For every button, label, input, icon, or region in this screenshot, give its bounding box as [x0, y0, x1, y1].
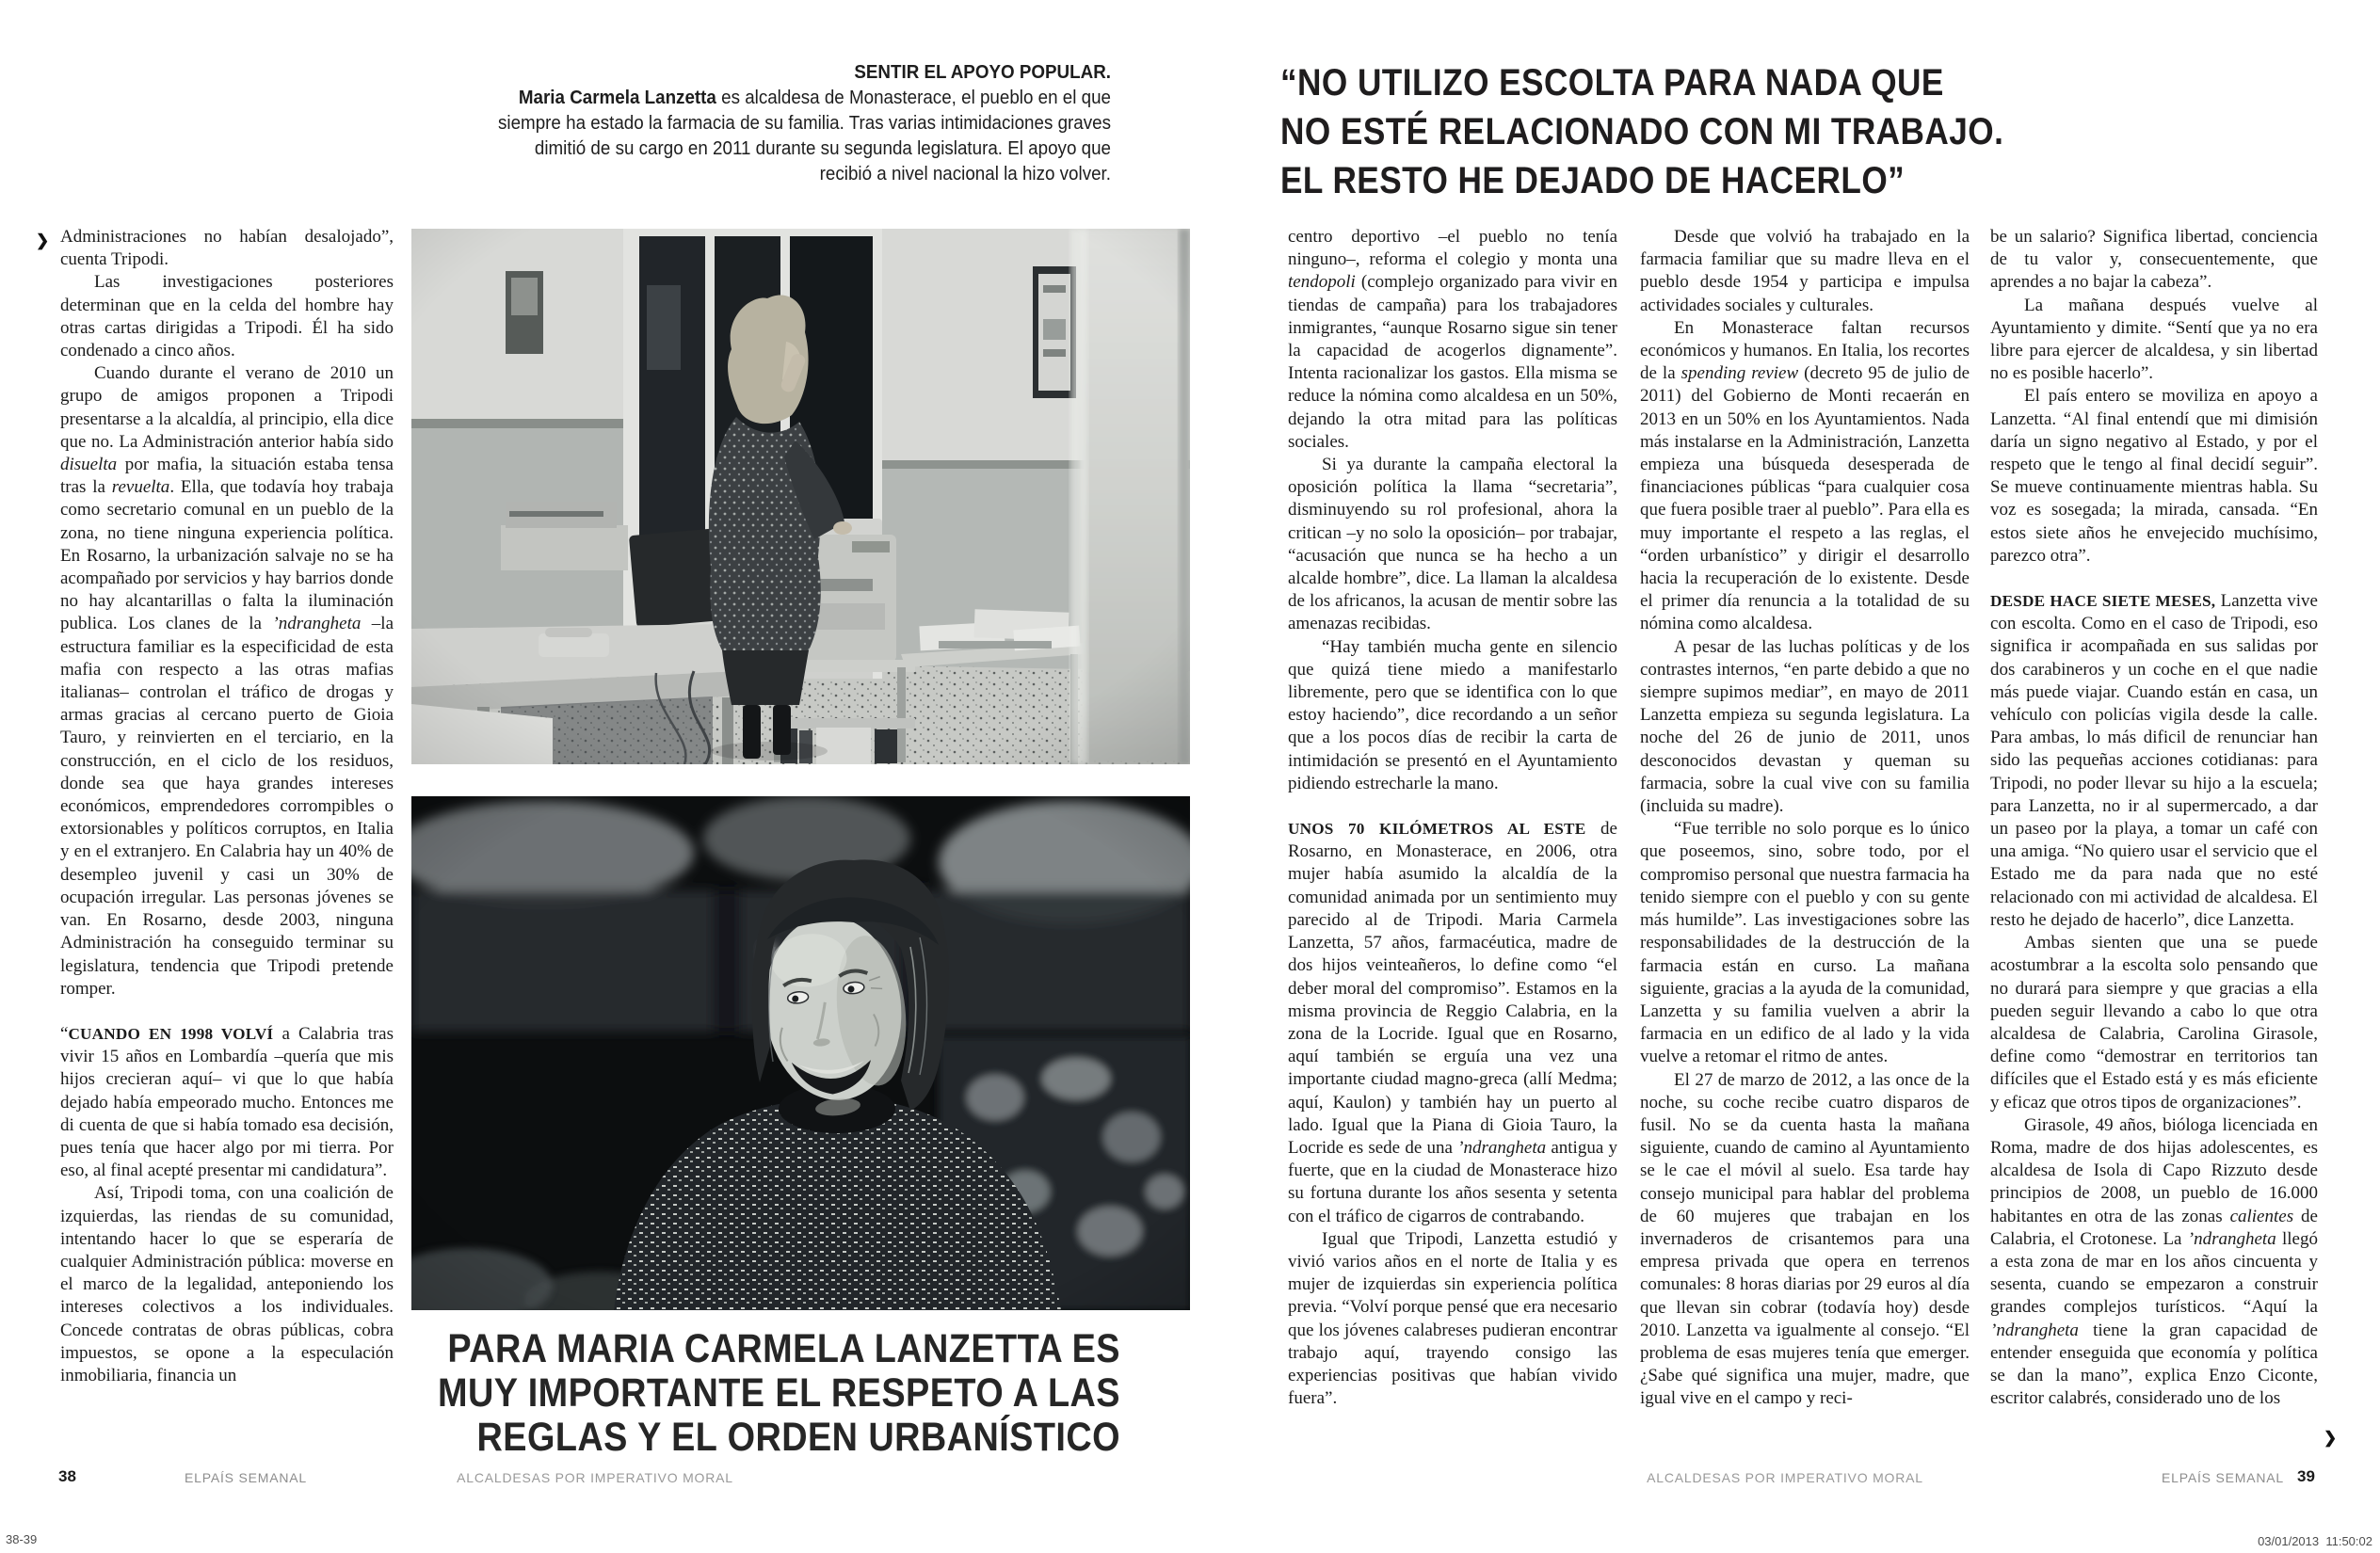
- article-column-left-page: [60, 226, 394, 1478]
- photo-caption-text: [491, 86, 1111, 187]
- body-paragraph: [1288, 1228, 1617, 1411]
- body-paragraph: [1288, 226, 1617, 454]
- headline-line: NO ESTÉ RELACIONADO CON MI TRABAJO.: [1280, 111, 2004, 152]
- body-paragraph: [1990, 226, 2318, 295]
- text-run: Las investigaciones posteriores determinan que en la celda del hombre hay otras cartas dirigidas a Tripodi. Él ha sido condenado a cinco años.: [60, 272, 394, 361]
- text-run: llegó a esta zona de mar en los años cincuenta y sesenta, cuando se empezaron a construir grandes complejos turísticos. “Aquí la: [1990, 1228, 2318, 1318]
- article-title-footer-right: ALCALDESAS POR IMPERATIVO MORAL: [1647, 1470, 1923, 1485]
- body-paragraph: [1640, 317, 1970, 636]
- text-run: (complejo organizado para vivir en tiendas de campaña) para los trabajadores inmigrantes, “aunque Rosarno sigue sin tener la capacidad de acogerlos dignamente”. Intenta racionalizar los gastos. Ella misma se reduce la nómina como alcaldesa en un 50%, dejando la otra mitad para las políticas sociales.: [1288, 272, 1617, 452]
- body-paragraph: [1990, 932, 2318, 1114]
- article-column-right-1: [1288, 226, 1617, 1478]
- text-run: “Fue terrible no solo porque es lo único que poseemos, sino, sobre todo, por el compromiso personal que nuestra farmacia ha tenido siempre con el pueblo y con su gente más humilde”. Las investigaciones sobre las responsabilidades de la destrucción de la farmacia están en curso. La mañana siguiente, gracias a la ayuda de la comunidad, Lanzetta y su familia vuelven a abrir la farmacia en un edifico de al lado y la vida vuelve a retomar el ritmo de antes.: [1640, 819, 1970, 1067]
- text-run: tiene la gran capacidad de entender enseguida que economía y política se dan la mano”, explica Enzo Ciconte, escritor calabrés, considerado uno de los: [1990, 1320, 2318, 1409]
- body-paragraph: [1288, 636, 1617, 795]
- text-run: “Hay también mucha gente en silencio que quizá tiene miedo a manifestarlo libremente, pero que se identifica con lo que estoy haciendo”, dice recordando a un señor que a los pocos días de recibir la carta de intimidación se presentó en el Ayuntamiento pidiendo estrecharle la mano.: [1288, 636, 1617, 793]
- page-number-left: 38: [58, 1467, 76, 1485]
- text-run: por mafia, la situación estaba tensa tras la: [60, 455, 394, 498]
- body-paragraph: [1640, 818, 1970, 1068]
- body-paragraph: [60, 226, 394, 271]
- article-column-right-3: [1990, 226, 2318, 1478]
- text-run: Así, Tripodi toma, con una coalición de izquierdas, las riendas de su comunidad, intentando hacer lo que se esperaría de cualquier Administración pública: moverse en el marco de la legalidad, anteponiendo los intereses colectivos a los individuales. Concede contratas de obras públicas, cobra impuestos, se opone a la especulación inmobiliaria, financia un: [60, 1183, 394, 1385]
- page-number-right: 39: [2297, 1467, 2315, 1485]
- italic-run: ’ndrangheta: [272, 614, 362, 634]
- text-run: El 27 de marzo de 2012, a las once de la noche, su coche recibe cuatro disparos de fusil. No se da cuenta hasta la mañana siguiente, cuando de camino al Ayuntamiento se le cae el móvil al suelo. Esa tarde hay consejo municipal para hablar del problema de 60 mujeres que trabajan en los invernaderos de crisantemos para una empresa privada que opera en terrenos comunales: 8 horas diarias por 29 euros al día que llevan sin cobrar (todavía hoy) desde 2010. Lanzetta va igualmente al consejo. “El problema de esas mujeres tenía que emerger. ¿Sabe qué significa una mujer, madre, que igual vive en el campo y reci-: [1640, 1069, 1970, 1409]
- article-column-right-2: [1640, 226, 1970, 1478]
- office-photo: [411, 229, 1190, 764]
- text-run: be un salario? Significa libertad, conciencia de tu valor y, consecuentemente, que aprendes a no bajar la cabeza”.: [1990, 227, 2318, 293]
- caption-kicker: SENTIR EL APOYO POPULAR.: [854, 62, 1111, 83]
- portrait-photo-illustration: [411, 796, 1190, 1310]
- body-paragraph: [1288, 818, 1617, 1228]
- body-paragraph: [1288, 454, 1617, 636]
- text-run: Cuando durante el verano de 2010 un grupo de amigos proponen a Tripodi presentarse a la alcaldía, al principio, ella dice que no. La Administración anterior había sido: [60, 363, 394, 452]
- text-run: de Calabria, el Crotonese. La: [1990, 1206, 2318, 1249]
- text-run: . Ella, que todavía hoy trabaja como secretario comunal en un pueblo de la zona, no tiene ninguna experiencia política. En Rosarno, la urbanización salvaje no se ha acompañado por servicios y hay barrios donde no hay alcantarillas o falta la iluminación publica. Los clanes de la: [60, 477, 394, 634]
- text-run: La mañana después vuelve al Ayuntamiento y dimite. “Sentí que ya no era libre para ejercer de alcaldesa, y sin libertad no es posible hacerlo”.: [1990, 295, 2318, 384]
- italic-run: ’ndrangheta: [2187, 1228, 2276, 1249]
- bold-run: DESDE HACE SIETE MESES,: [1990, 592, 2216, 611]
- bold-run: CUANDO EN 1998 VOLVÍ: [68, 1024, 274, 1043]
- pull-quote-line: PARA MARIA CARMELA LANZETTA ES: [447, 1326, 1120, 1371]
- text-run: centro deportivo –el pueblo no tenía ninguno–, reforma el colegio y monta una: [1288, 227, 1617, 270]
- text-run: En Monasterace faltan recursos económicos y humanos. En Italia, los recortes de la: [1640, 317, 1970, 384]
- portrait-photo: [411, 796, 1190, 1310]
- text-run: de Rosarno, en Monasterace, en 2006, otra mujer había asumido la alcaldía de la comunidad animada por un sentimiento muy parecido al de Tripodi. Maria Carmela Lanzetta, 57 años, farmacéutica, madre de dos hijos veinteañeros, lo define como “el deber moral del compromiso”. Estamos en la misma provincia de Reggio Calabria, en la zona de la Locride. Igual que en Rosarno, aquí también se erguía una vez una importante ciudad magno-greca (allí Medma; aquí, Kaulon) y también hay un puerto al lado. Igual que la Piana di Gioia Tauro, la Locride es sede de una: [1288, 819, 1617, 1158]
- italic-run: revuelta: [111, 477, 170, 498]
- body-paragraph: [60, 1182, 394, 1387]
- text-run: –la estructura familiar es la especificidad de esta mafia con respecto a las otras mafias italianas– controlan el tráfico de drogas y armas gracias al cercano puerto de Gioia Tauro, y reinvierten en el terciario, en la construcción, en el ciclo de los residuos, donde sea que haya grandes intereses económicos, emprendedores corrompibles o extorsionables y políticos corruptos, en Italia y en el extranjero. En Calabria hay un 40% de desempleo juvenil y casi un 30% de ocupación irregular. Las personas jóvenes se van. En Rosarno, desde 2003, ninguna Administración ha conseguido terminar su legislatura, tendencia que Tripodi pretende romper.: [60, 614, 394, 999]
- text-run: a Calabria tras vivir 15 años en Lombardía –quería que mis hijos crecieran aquí– vi que lo que había dejado había empeorado mucho. Entonces me di cuenta de que si había tomado esa decisión, pues tenía que hacer algo por mi tierra. Por eso, al final acepté presentar mi candidatura”.: [60, 1023, 394, 1181]
- text-run: es alcaldesa de Monasterace, el pueblo en el que siempre ha estado la farmacia de su familia. Tras varias intimidaciones graves dimitió de su cargo en 2011 durante su segunda legislatura. El apoyo que recibió a nivel nacional la hizo volver.: [498, 88, 1111, 184]
- italic-run: ’ndrangheta: [1457, 1137, 1547, 1158]
- text-run: Si ya durante la campaña electoral la oposición política la llama “secretaria”, disminuyendo su rol profesional, ahora la critican –y no solo la oposición– por trabajar, “acusación que nunca se ha hecho a un alcalde hombre”, dice. La llaman la alcaldesa de los africanos, la acusan de mentir sobre las amenazas recibidas.: [1288, 455, 1617, 634]
- text-run: antigua y fuerte, que en la ciudad de Monasterace hizo su fortuna durante los años sesenta y setenta con el tráfico de cigarros de contrabando.: [1288, 1137, 1617, 1226]
- bold-run: UNOS 70 KILÓMETROS AL ESTE: [1288, 820, 1586, 839]
- body-paragraph: [60, 1023, 394, 1182]
- text-run: Desde que volvió ha trabajado en la farmacia familiar que su madre lleva en el pueblo desde 1954 y participa e impulsa actividades sociales y culturales.: [1640, 227, 1970, 315]
- proof-timestamp: 03/01/2013 11:50:02: [2258, 1534, 2372, 1548]
- text-run: Lanzetta vive con escolta. Como en el caso de Tripodi, eso significa ir acompañada en sus salidas por dos carabineros y un coche en el que nadie más puede viajar. Cuando están en casa, un vehículo con policías vigila desde la calle. Para ambas, lo más dificil de renunciar han sido las pequeñas acciones cotidianas: para Tripodi, no poder llevar su hijo a la escuela; para Lanzetta, no ir al supermercado, a dar un paseo por la playa, a tomar un café con una amiga. “No quiero usar el servicio que el Estado me da para nada que no esté relacionado con mi actividad de alcaldesa. El resto he dejado de hacerlo”, dice Lanzetta.: [1990, 591, 2318, 930]
- text-run: Girasole, 49 años, bióloga licenciada en Roma, madre de dos hijas adolescentes, es alcaldesa de Isola di Capo Rizzuto desde principios de 2008, un pueblo de 16.000 habitantes en otra de las zonas: [1990, 1114, 2318, 1226]
- pull-quote-line: MUY IMPORTANTE EL RESPETO A LAS: [438, 1370, 1121, 1416]
- photo-caption: [491, 60, 1111, 187]
- text-run: Administraciones no habían desalojado”, cuenta Tripodi.: [60, 227, 394, 270]
- article-title-footer-left: ALCALDESAS POR IMPERATIVO MORAL: [457, 1470, 733, 1485]
- body-paragraph: [1990, 295, 2318, 386]
- pull-quote-line: REGLAS Y EL ORDEN URBANÍSTICO: [476, 1415, 1120, 1460]
- text-run: A pesar de las luchas políticas y de los contrastes internos, “en parte debido a que no siempre supimos mediar”, en mayo de 2011 Lanzetta empieza su segunda legislatura. La noche del 26 de junio de 2011, unos desconocidos devastan y queman su farmacia, sobre la cual vive con su familia (incluida su madre).: [1640, 636, 1970, 817]
- italic-run: tendopoli: [1288, 272, 1356, 293]
- body-paragraph: [1990, 590, 2318, 932]
- magazine-name-left: ELPAÍS SEMANAL: [185, 1470, 307, 1485]
- magazine-name-right: ELPAÍS SEMANAL: [2162, 1470, 2284, 1485]
- text-run: “: [60, 1023, 69, 1044]
- bold-run: Maria Carmela Lanzetta: [518, 88, 716, 108]
- continuation-arrow-icon: ❯: [36, 232, 50, 249]
- body-paragraph: [60, 362, 394, 1001]
- text-run: (decreto 95 de julio de 2011) del Gobierno de Monti recaerán en 2013 en un 50% en los Ayuntamientos. Nada más instalarse en la Administración, Lanzetta empieza una búsqueda desesperada de financiaciones públicas “para cualquier cosa que fuera posible traer al pueblo”. Para ella es muy importante el respeto a las reglas, el “orden urbanístico” y dirigir el desarrollo hacia la recuperación de lo existente. Desde el primer día renuncia a la totalidad de su nómina como alcaldesa.: [1640, 363, 1970, 634]
- body-paragraph: [1640, 226, 1970, 317]
- headline-quote: [1280, 58, 2003, 205]
- text-run: Ambas sienten que una se puede acostumbrar a la escolta solo pensando que no durará para siempre y que gracias a ella pueden seguir llevando a cabo lo que otra alcaldesa de Calabria, Carolina Girasole, define como “demostrar en territorios tan difíciles que el Estado está y es más eficiente y eficaz que otros tipos de organizaciones”.: [1990, 933, 2318, 1113]
- body-paragraph: [1990, 385, 2318, 568]
- office-photo-illustration: [411, 229, 1190, 764]
- pull-quote: [425, 1327, 1120, 1460]
- italic-run: ’ndrangheta: [1990, 1320, 2079, 1340]
- headline-line: EL RESTO HE DEJADO DE HACERLO”: [1280, 160, 1906, 201]
- body-paragraph: [1640, 1069, 1970, 1411]
- body-paragraph: [60, 271, 394, 362]
- text-run: El país entero se moviliza en apoyo a Lanzetta. “Al final entendí que mi dimisión daría un signo negativo al Estado, y por el respeto que le tengo al final decidí seguir”. Se mueve continuamente mientras habla. Su voz es sosegada; la mirada, cansada. “En estos siete años he envejecido muchísimo, parezco otra”.: [1990, 386, 2318, 566]
- proof-spread-pages: 38-39: [6, 1532, 38, 1546]
- text-run: Igual que Tripodi, Lanzetta estudió y vivió varios años en el norte de Italia y es mujer de izquierdas sin experiencia política previa. “Volví porque pensé que era necesario que los jóvenes calabreses pudieran encontrar trabajo aquí, trayendo consigo las experiencias positivas que habían vivido fuera”.: [1288, 1228, 1617, 1409]
- headline-line: “NO UTILIZO ESCOLTA PARA NADA QUE: [1280, 62, 1944, 104]
- continues-next-page-arrow-icon: ❯: [2324, 1429, 2338, 1447]
- italic-run: spending review: [1680, 363, 1799, 384]
- italic-run: disuelta: [60, 455, 118, 475]
- italic-run: calientes: [2229, 1206, 2294, 1226]
- body-paragraph: [1640, 636, 1970, 819]
- body-paragraph: [1990, 1114, 2318, 1411]
